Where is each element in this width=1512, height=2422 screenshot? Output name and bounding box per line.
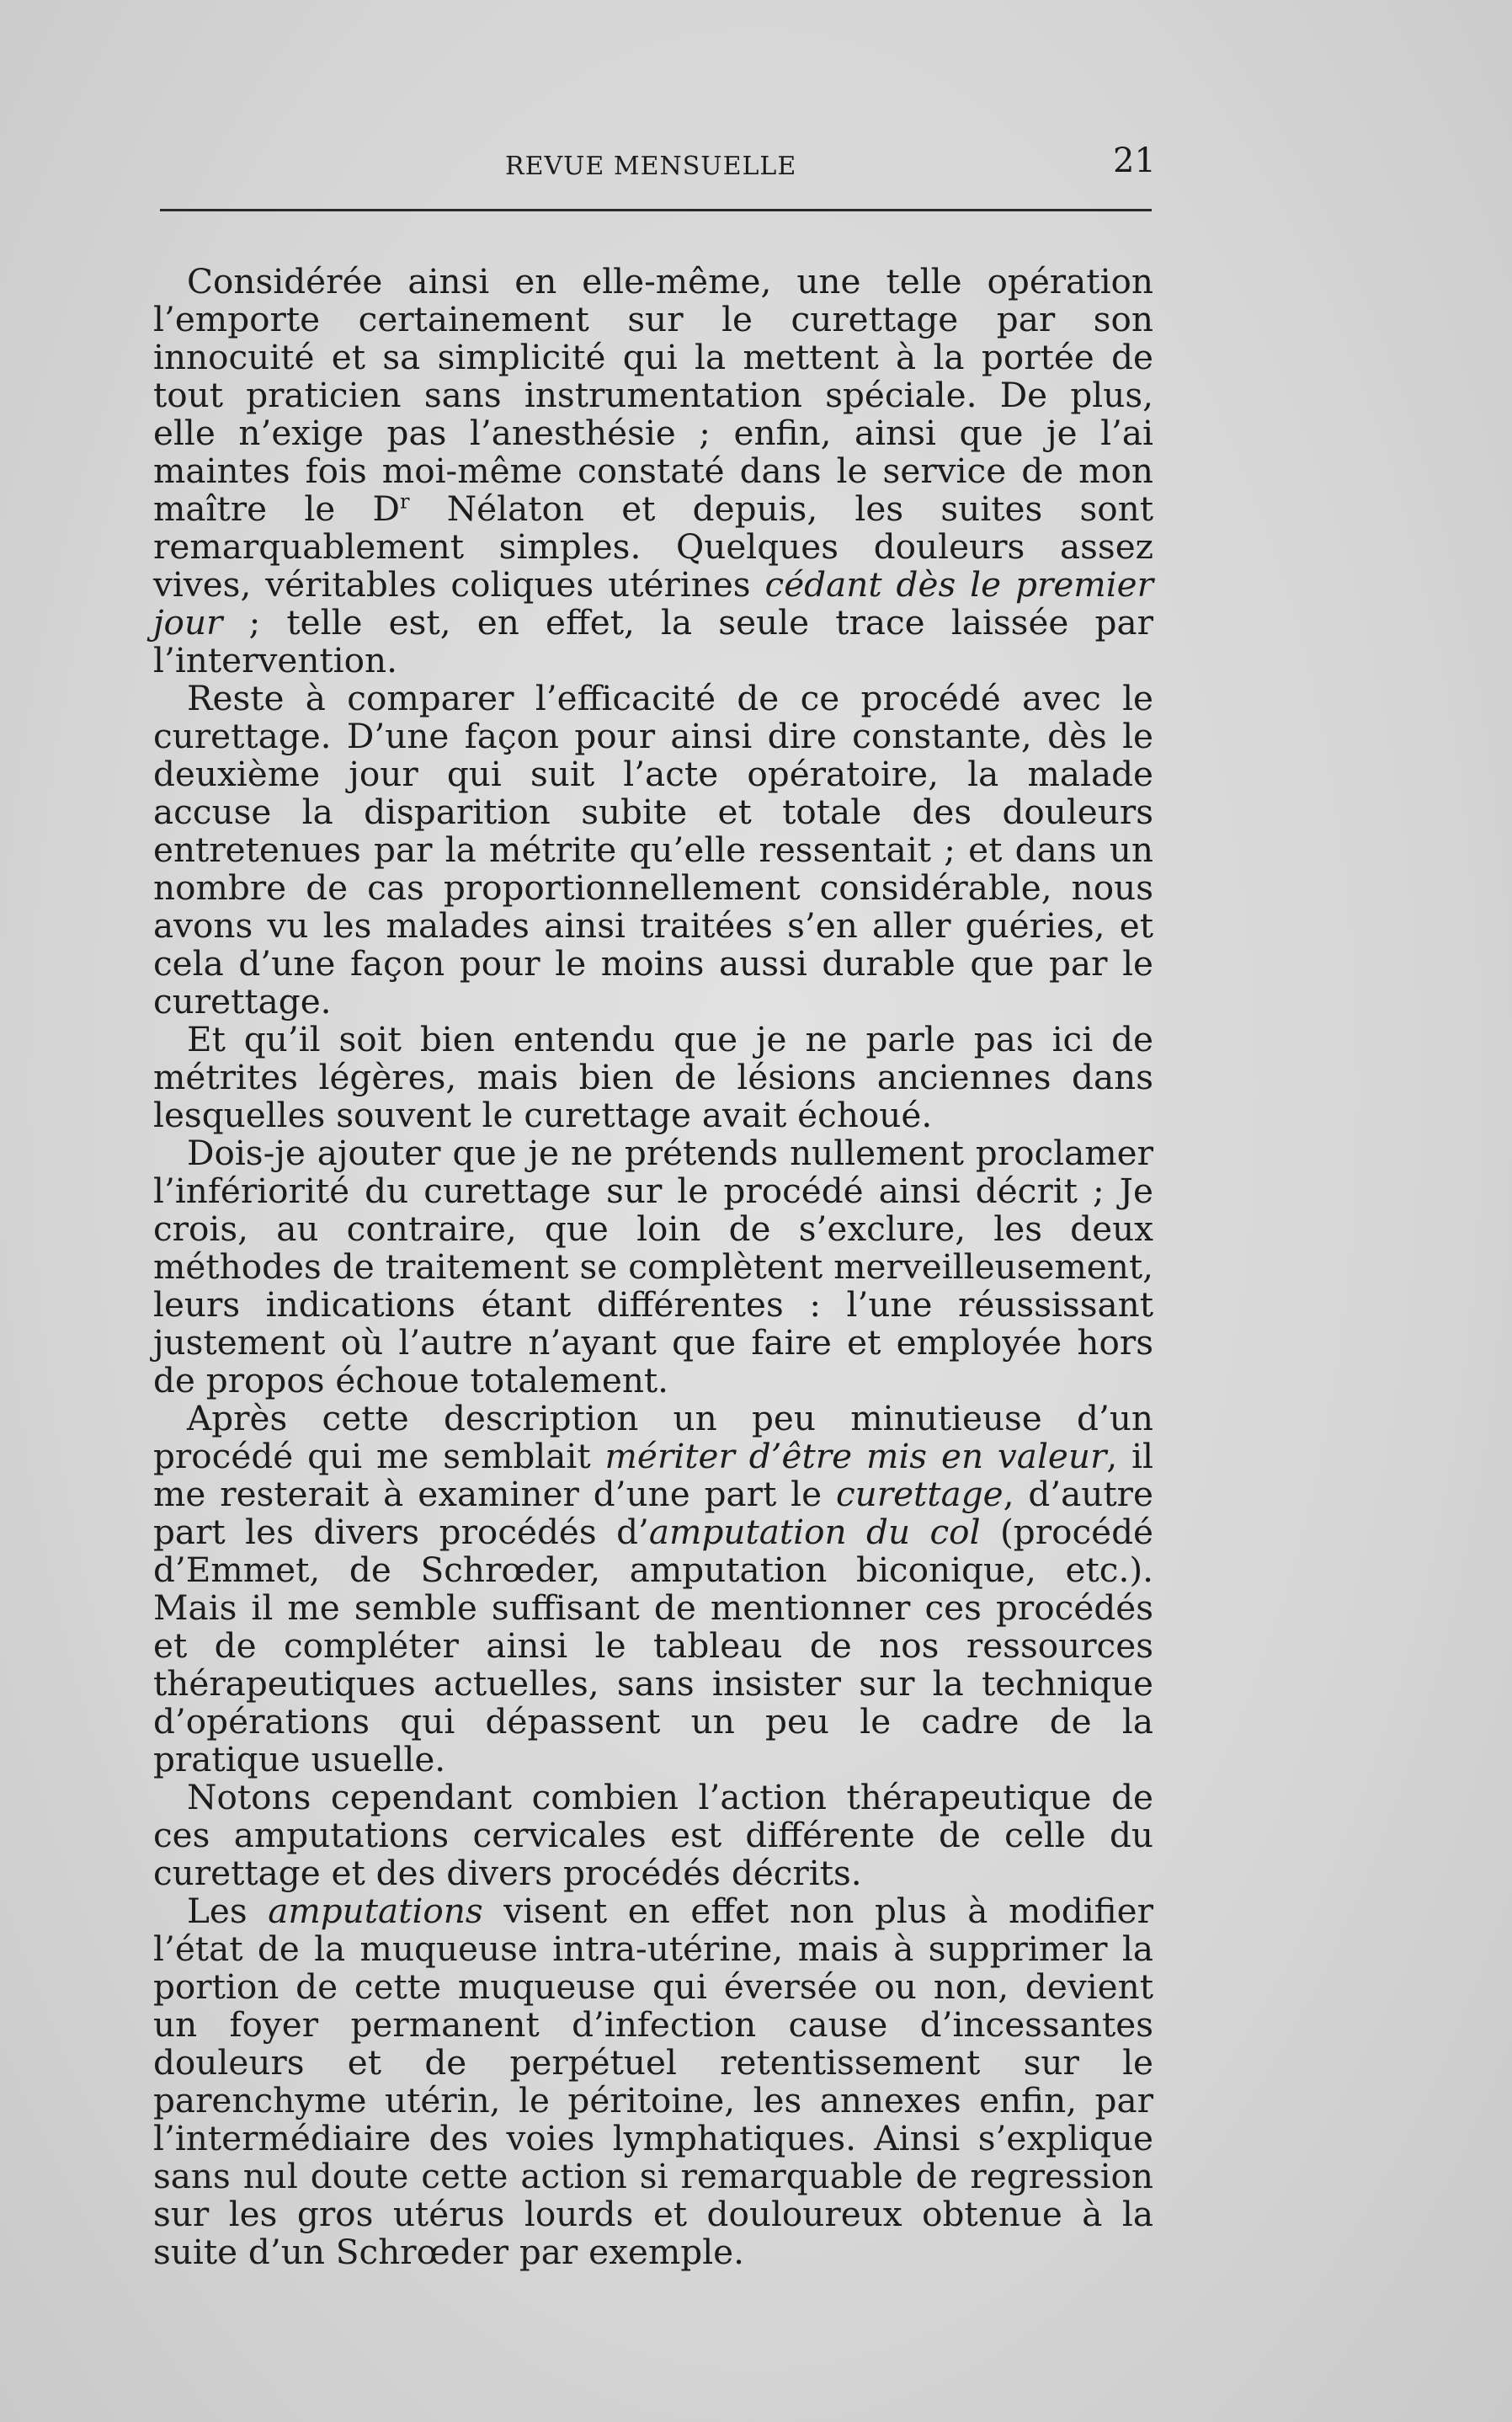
paragraph-1-text-1: Considérée ainsi en elle-même, une telle opération l’emporte certainement sur le curettage par son innocuité et sa simplicité qui la mettent à la portée de tout praticien sans instrumentation spéciale. De plus, elle n’exige pas l’anesthésie ; enfin, ainsi que je l’ai maintes fois moi-même constaté dans le service de mon maître le D [153,261,1153,529]
paragraph-5-text-1: Après cette description un peu minutieuse d’un procédé qui me semblait [153,1398,1153,1476]
paragraph-1 [153,263,1153,680]
paragraph-5-italic-3: amputation du col [648,1512,981,1552]
paragraph-5-text-3: , d’autre part les divers procédés d’ [153,1474,1153,1552]
paragraph-7-text-2: visent en effet non plus à modifier l’état de la muqueuse intra-utérine, mais à supprimer la portion de cette muqueuse qui éversée ou non, devient un foyer permanent d’infection cause d’incessantes douleurs et de perpétuel retentissement sur le parenchyme utérin, le péritoine, les annexes enfin, par l’intermédiaire des voies lymphatiques. Ainsi s’explique sans nul doute cette action si remarquable de regression sur les gros utérus lourds et douloureux obtenue à la suite d’un Schrœder par exemple. [153,1891,1153,2272]
paragraph-1-italic-1: cédant dès le premier jour [153,564,1153,643]
paragraph-6 [153,1779,1153,1892]
paragraph-5-text-4: (procédé d’Emmet, de Schrœder, amputation biconique, etc.). Mais il me semble suffisant de mentionner ces procédés et de compléter ainsi le tableau de nos ressources thérapeutiques actuelles, sans insister sur la technique d’opérations qui dépassent un peu le cadre de la pratique usuelle. [153,1512,1154,1779]
paragraph-4-text-1: Dois-je ajouter que je ne prétends nullement proclamer l’infériorité du curettage sur le procédé ainsi décrit ; Je crois, au contraire, que loin de s’exclure, les deux méthodes de traitement se complètent merveilleusement, leurs indications étant différentes : l’une réussissant justement où l’autre n’ayant que faire et employée hors de propos échoue totalement. [153,1133,1153,1400]
paragraph-3 [153,1021,1153,1134]
paragraph-5-italic-1: mériter d’être mis en valeur [604,1436,1107,1476]
paragraph-7-italic-1: amputations [268,1891,483,1931]
paragraph-2 [153,680,1153,1021]
paragraph-7-text-1: Les [187,1891,269,1931]
running-title: REVUE MENSUELLE [505,152,797,181]
paragraph-1-superscript: r [399,489,410,514]
paragraph-2-text-1: Reste à comparer l’efficacité de ce procédé avec le curettage. D’une façon pour ainsi dire constante, dès le deuxième jour qui suit l’acte opératoire, la malade accuse la disparition subite et totale des douleurs entretenues par la métrite qu’elle ressentait ; et dans un nombre de cas proportionnellement considérable, nous avons vu les malades ainsi traitées s’en aller guéries, et cela d’une façon pour le moins aussi durable que par le curettage. [153,678,1153,1022]
paragraph-5 [153,1400,1153,1779]
paragraph-6-text-1: Notons cependant combien l’action thérapeutique de ces amputations cervicales est différente de celle du curettage et des divers procédés décrits. [153,1777,1153,1893]
paragraph-1-text-2: Nélaton et depuis, les suites sont remarquablement simples. Quelques douleurs assez vives, véritables coliques utérines [153,488,1153,605]
body-text [153,263,1153,2271]
paragraph-4 [153,1134,1153,1400]
paragraph-5-italic-2: curettage [835,1474,1004,1514]
header-rule [160,209,1152,211]
paragraph-1-text-3: ; telle est, en effet, la seule trace laissée par l’intervention. [153,602,1153,680]
paragraph-5-text-2: , il me resterait à examiner d’une part le [153,1436,1153,1514]
paragraph-7 [153,1892,1153,2271]
paragraph-3-text-1: Et qu’il soit bien entendu que je ne parle pas ici de métrites légères, mais bien de lésions anciennes dans lesquelles souvent le curettage avait échoué. [153,1019,1153,1135]
page-number: 21 [1113,141,1156,180]
